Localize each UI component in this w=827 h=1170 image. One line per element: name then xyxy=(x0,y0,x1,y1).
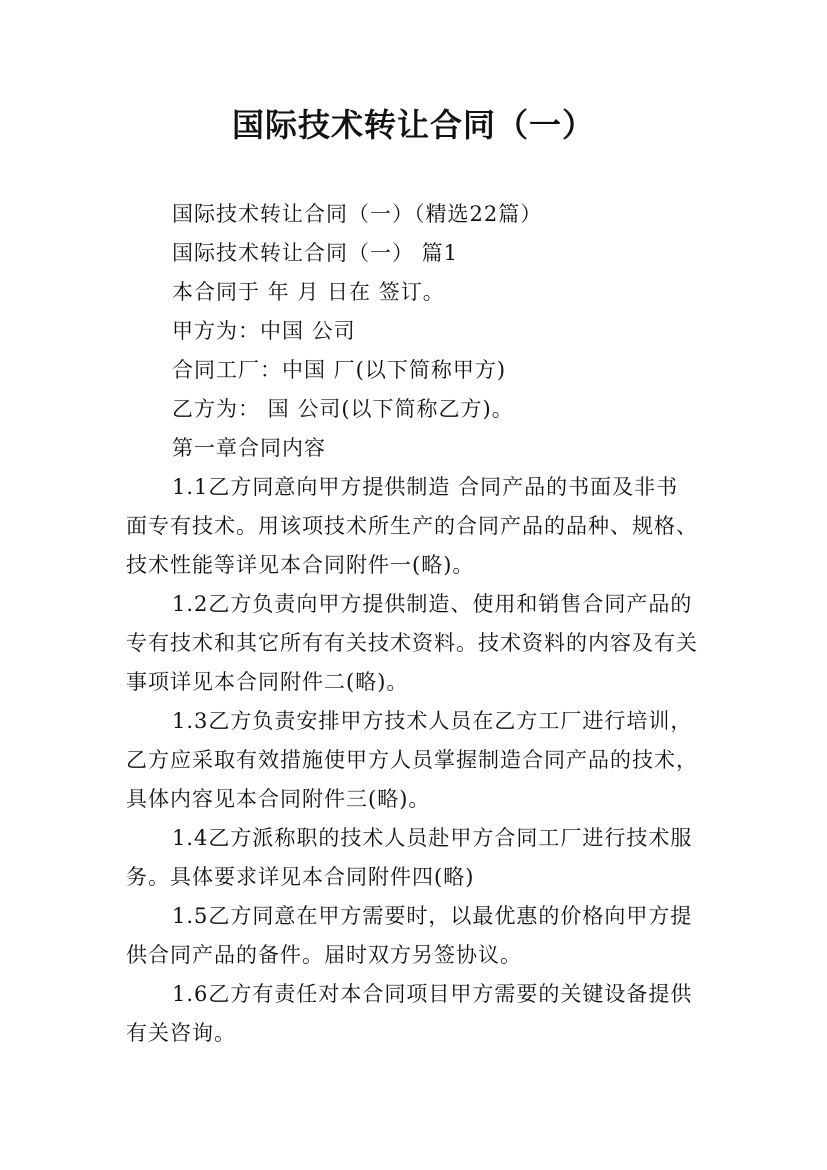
clause-1-1-line-1: 1.1乙方同意向甲方提供制造 合同产品的书面及非书 xyxy=(172,475,679,499)
clause-1-2-line-1: 1.2乙方负责向甲方提供制造、使用和销售合同产品的 xyxy=(172,592,693,616)
clause-1-2-line-2: 专有技术和其它所有有关技术资料。技术资料的内容及有关 xyxy=(126,631,698,655)
body-line-subtitle: 国际技术转让合同（一）（精选22篇） xyxy=(172,202,543,226)
body-line-signing: 本合同于 年 月 日在 签订。 xyxy=(172,280,445,304)
clause-1-4-line-1: 1.4乙方派称职的技术人员赴甲方合同工厂进行技术服 xyxy=(172,826,693,850)
body-line-party-a: 甲方为：中国 公司 xyxy=(172,319,356,343)
document-title: 国际技术转让合同（一） xyxy=(231,106,595,144)
clause-1-6-line-1: 1.6乙方有责任对本合同项目甲方需要的关键设备提供 xyxy=(172,982,693,1006)
document-body xyxy=(126,195,711,1053)
clause-1-3-line-3: 具体内容见本合同附件三(略)。 xyxy=(126,787,431,811)
clause-1-1-line-2: 面专有技术。用该项技术所生产的合同产品的品种、规格、 xyxy=(126,514,698,538)
clause-1-3-line-2: 乙方应采取有效措施使甲方人员掌握制造合同产品的技术， xyxy=(126,748,698,772)
body-line-party-b: 乙方为： 国 公司(以下简称乙方)。 xyxy=(172,397,514,421)
clause-1-3-line-1: 1.3乙方负责安排甲方技术人员在乙方工厂进行培训， xyxy=(172,709,693,733)
clause-1-4-line-2: 务。具体要求详见本合同附件四(略) xyxy=(126,865,475,889)
body-line-chapter-heading: 第一章合同内容 xyxy=(172,436,326,460)
body-line-contract-factory: 合同工厂：中国 厂(以下简称甲方) xyxy=(172,358,507,382)
clause-1-6-line-2: 有关咨询。 xyxy=(126,1021,236,1045)
body-line-section-heading: 国际技术转让合同（一） 篇1 xyxy=(172,241,459,265)
clause-1-5-line-2: 供合同产品的备件。届时双方另签协议。 xyxy=(126,943,522,967)
clause-1-1-line-3: 技术性能等详见本合同附件一(略)。 xyxy=(126,553,475,577)
clause-1-5-line-1: 1.5乙方同意在甲方需要时，以最优惠的价格向甲方提 xyxy=(172,904,693,928)
clause-1-2-line-3: 事项详见本合同附件二(略)。 xyxy=(126,670,409,694)
